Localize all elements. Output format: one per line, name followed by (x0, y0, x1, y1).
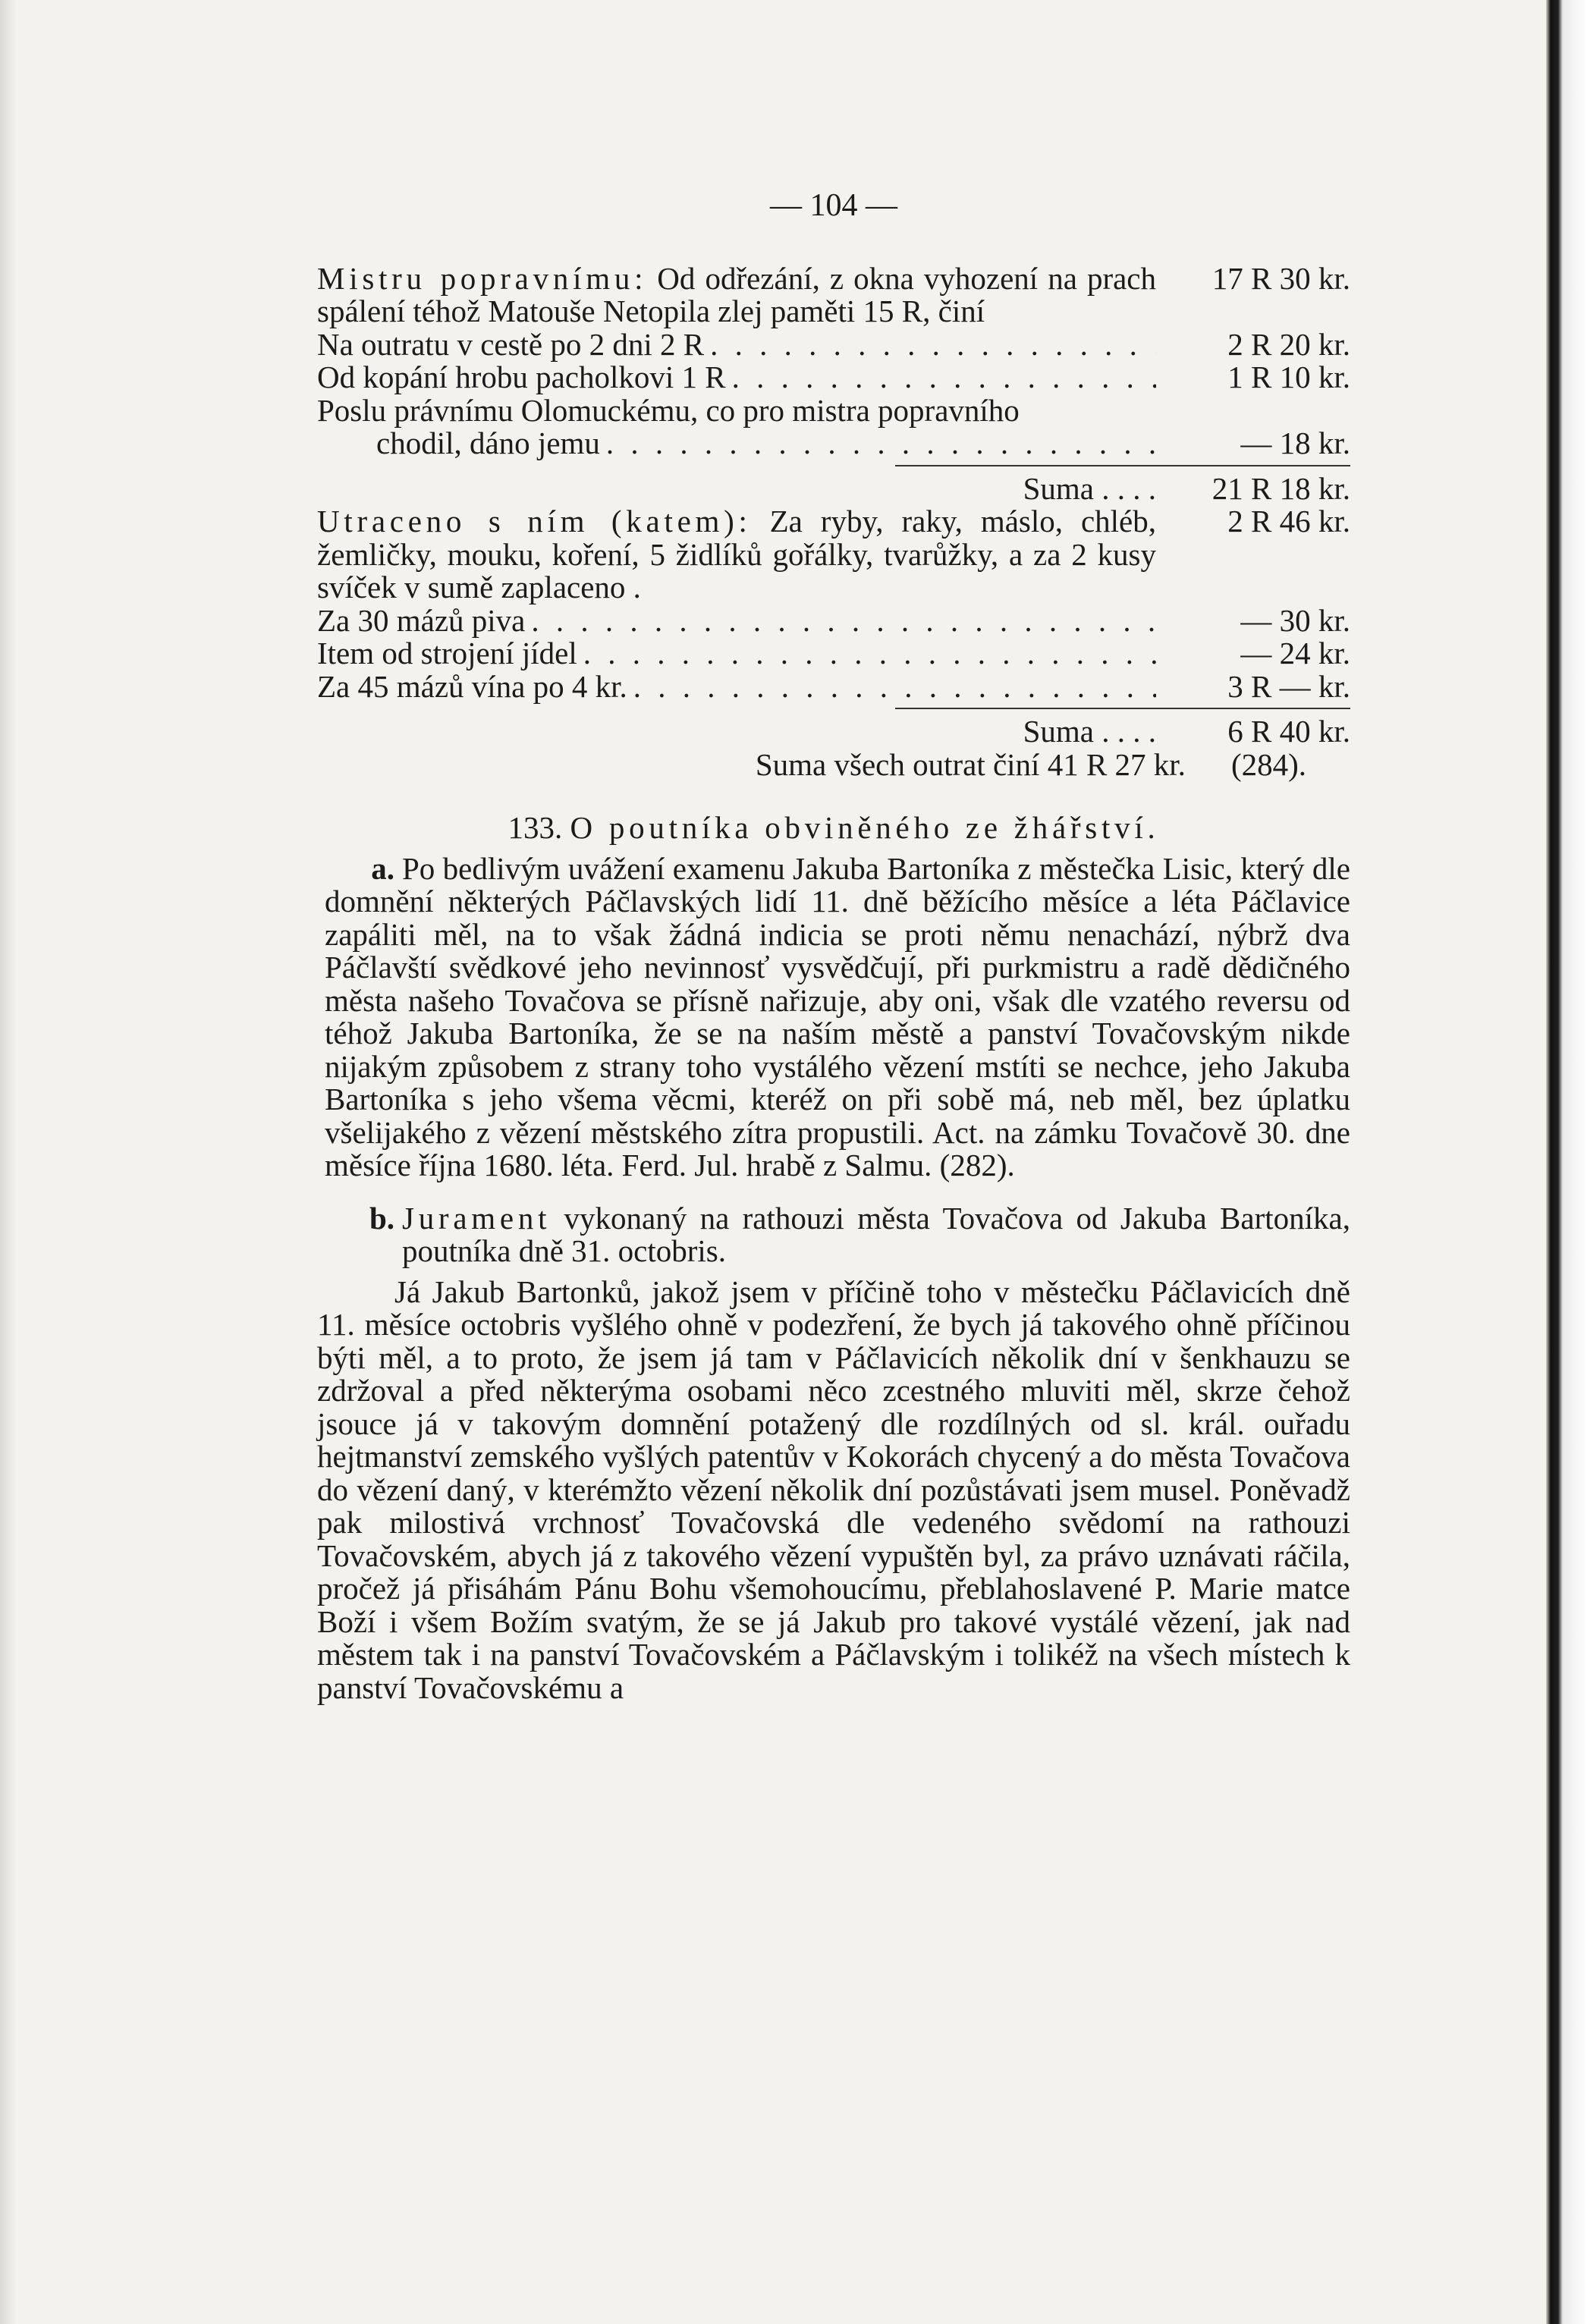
leader-dots (600, 427, 1156, 460)
cost-row (317, 361, 1350, 394)
leader-dots (704, 328, 1156, 362)
page-content (317, 190, 1350, 1704)
paragraph-text: Po bedlivým uvážení examenu Jakuba Bartoníka z městečka Lisic, který dle domnění některých Páčlavských lidí 11. dně běžícího měsíce a léta Páčlavice zapáliti měl, na to však žádná indicia se proti němu nenachází, nýbrž dva Páčlavští svědkové jeho nevinnosť vysvědčují, při purkmistru a radě dědičného města našeho Tovačova se přísně nařizuje, aby oni, však dle vzatého reversu od téhož Jakuba Bartoníka, že se na naším městě a panství Tovačovským nikde nijakým způsobem z strany toho vystálého vězení mstíti se nechce, jeho Jakuba Bartoníka s jeho všema věcmi, kteréž on při sobě má, neb měl, bez úplatku všelijakého z vězení městského zítra propustili. Act. na zámku Tovačově 30. dne měsíce října 1680. léta. Ferd. Jul. hrabě z Salmu. (282). (325, 850, 1350, 1182)
total-label: Suma všech outrat činí 41 R 27 kr. (755, 746, 1186, 782)
costs-intro: Od odřezání, z okna vyhození na prach spálení téhož Matouše Netopila zlej paměti 15 R, činí (317, 260, 1156, 328)
cost-row (317, 505, 1350, 605)
cost-text: Za 45 mázů vína po 4 kr. (317, 668, 627, 704)
section-title: O poutníka obviněného ze žhářství. (570, 810, 1160, 845)
cost-amount: — 18 kr. (1240, 426, 1350, 460)
cost-row (317, 262, 1350, 328)
leader-dots (525, 605, 1156, 638)
cost-text: Poslu právnímu Olomuckému, co pro mistra popravního (317, 392, 1020, 428)
cost-amount: 2 R 46 kr. (1227, 504, 1350, 539)
costs-heading: Mistru popravnímu: (317, 260, 648, 296)
leader-dots (577, 637, 1156, 671)
cost-text: Od kopání hrobu pacholkovi 1 R (317, 360, 726, 394)
paragraph-mark: a. (371, 850, 394, 886)
cost-row (317, 328, 1350, 362)
cost-amount: — 24 kr. (1240, 636, 1350, 671)
executioner-costs (317, 262, 1350, 506)
page-left-edge (0, 0, 17, 2324)
page-number: — 104 — (770, 188, 897, 223)
sum-amount: 21 R 18 kr. (1211, 470, 1350, 506)
cost-amount: 2 R 20 kr. (1227, 326, 1350, 362)
cost-amount: 17 R 30 kr. (1211, 260, 1350, 296)
sum-amount: 6 R 40 kr. (1227, 714, 1350, 749)
total-reference: (284). (1230, 746, 1306, 782)
sum-rule (895, 708, 1350, 709)
cost-row (317, 637, 1350, 671)
jurament-text: Já Jakub Bartonků, jakož jsem v příčině toho v městečku Páčlavicích dně 11. měsíce octobris vyšlého ohně v podezření, že bych já takového ohně příčinou býti měl, a to proto, že jsem já tam v Páčlavicích několik dní v šenkhauzu se zdržoval a před některýma osobami něco zcestného mluviti měl, skrze čehož jsouce já v takovým domnění potažený dle rozdílných od sl. král. ouřadu hejtmanství zemského vyšlých patentův v Kokorách chycený a do města Tovačova do vězení daný, v kterémžto vězení několik dní pozůstávati jsem musel. Poněvadž pak milostivá vrchnosť Tovačovská dle vedeného svědomí na rathouzi Tovačovském, abych já z takového vězení vypuštěn byl, za právo uznávati ráčila, pročež já přisáhám Pánu Bohu všemohoucímu, přeblahoslavené P. Marie matce Boží i všem Božím svatým, že se já Jakub pro takové vystálé vězení, jak nad městem tak i na panství Tovačovském a Páčlavským i tolikéž na všech místech k panství Tovačovskému a (317, 1273, 1350, 1705)
cost-row (317, 602, 1350, 638)
cost-amount: 3 R — kr. (1227, 668, 1350, 704)
cost-amount: 1 R 10 kr. (1227, 360, 1350, 394)
cost-amount: — 30 kr. (1240, 602, 1350, 638)
leader-dots (726, 361, 1156, 394)
paragraph-mark: b. (369, 1200, 394, 1236)
costs-heading: Utraceno s ním (katem): (317, 504, 752, 539)
cost-text: Za 30 mázů piva (317, 602, 526, 638)
cost-row (317, 668, 1350, 704)
sum-row (317, 715, 1350, 749)
sum-row (317, 470, 1350, 506)
paragraph-a (317, 850, 1350, 1182)
paragraph-b-heading (317, 1202, 1350, 1268)
sum-rule (895, 465, 1350, 466)
cost-text: Na outratu v cestě po 2 dni 2 R (317, 326, 705, 362)
page-binding-edge (1546, 0, 1587, 2324)
sum-label: Suma . . . . (1023, 714, 1156, 749)
sum-label: Suma . . . . (1023, 470, 1156, 506)
section-number: 133. (508, 810, 563, 845)
cost-text: Item od strojení jídel (317, 636, 577, 671)
jurament-subtitle: vykonaný na rathouzi města Tovačova od Jakuba Bartoníka, poutníka dně 31. octobris. (402, 1200, 1350, 1268)
cost-row (317, 427, 1350, 460)
section-heading (317, 812, 1350, 845)
total-row (317, 746, 1350, 782)
jurament-title: Jurament (402, 1200, 552, 1236)
spent-costs (317, 505, 1350, 781)
costs-intro: Za ryby, raky, máslo, chléb, žemličky, mouku, koření, 5 židlíků gořálky, tvarůžky, a za 2 kusy svíček v sumě zaplaceno . (317, 504, 1156, 605)
leader-dots (627, 671, 1156, 704)
cost-text: chodil, dáno jemu (376, 426, 600, 460)
